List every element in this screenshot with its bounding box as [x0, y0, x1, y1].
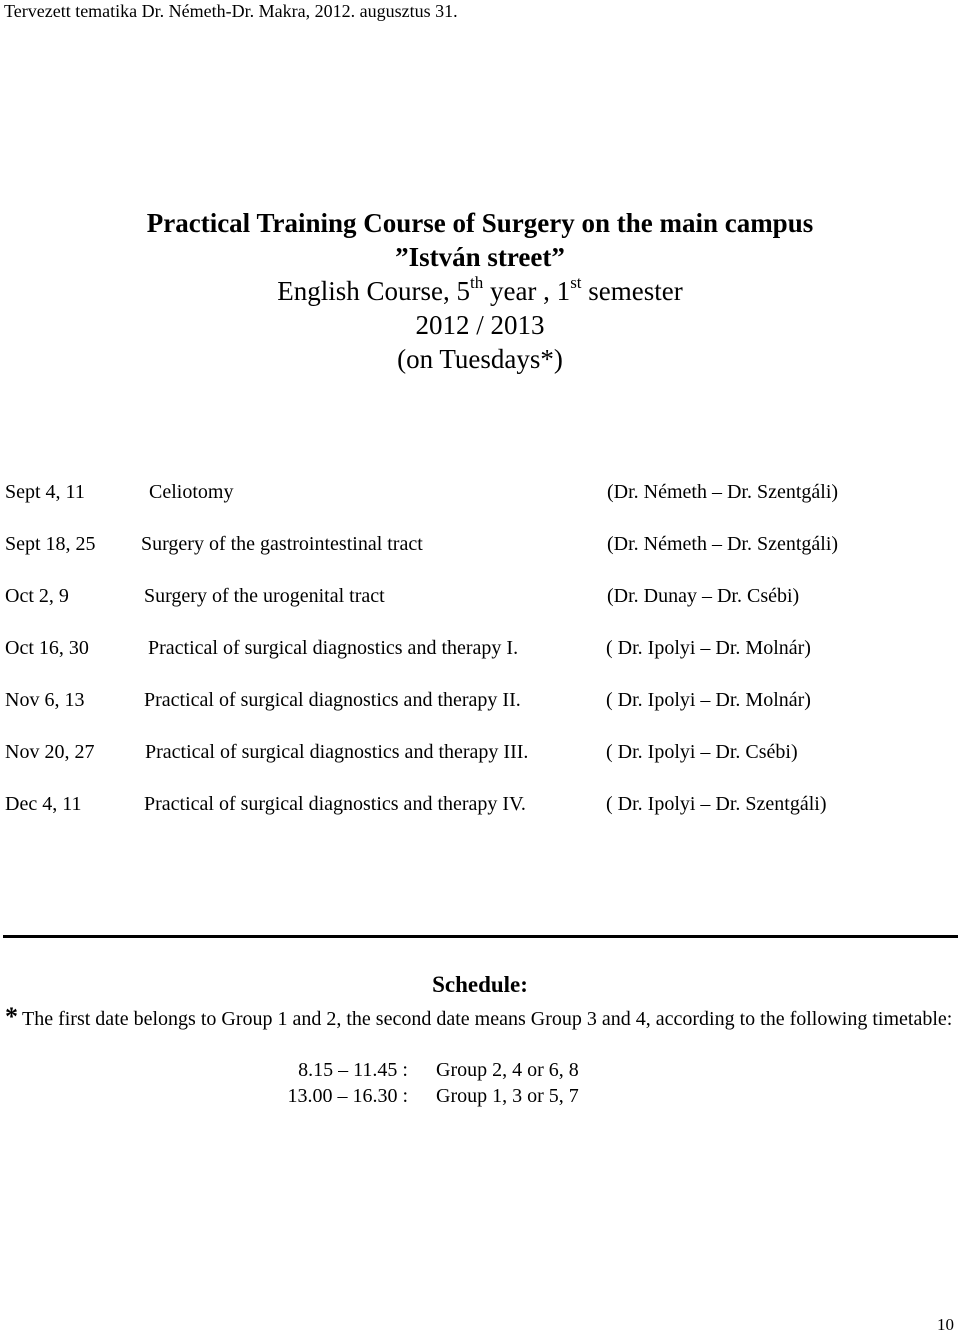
topic-name: Celiotomy — [149, 481, 234, 503]
section-divider — [3, 935, 958, 938]
subtitle-sup-th: th — [469, 273, 484, 292]
topic-dates: Nov 6, 13 — [5, 689, 85, 711]
course-title: Practical Training Course of Surgery on the main campus — [146, 208, 814, 238]
location-title: ”István street” — [395, 242, 565, 272]
topic-name: Practical of surgical diagnostics and therapy I. — [148, 637, 519, 659]
topic-dates: Nov 20, 27 — [5, 741, 95, 763]
subtitle-sup-st: st — [570, 273, 582, 292]
topic-dates: Oct 16, 30 — [5, 637, 89, 659]
topic-lecturers: (Dr. Németh – Dr. Szentgáli) — [607, 533, 839, 555]
subtitle-part-a: English Course, 5 — [277, 276, 470, 306]
topic-row — [0, 583, 960, 609]
topic-lecturers: ( Dr. Ipolyi – Dr. Molnár) — [606, 637, 811, 659]
topic-row — [0, 531, 960, 557]
course-subtitle — [0, 274, 960, 308]
topic-name: Surgery of the urogenital tract — [144, 585, 385, 607]
topic-lecturers: ( Dr. Ipolyi – Dr. Csébi) — [606, 741, 798, 763]
topic-row — [0, 791, 960, 817]
time-slot: 8.15 – 11.45 : — [298, 1059, 408, 1081]
subtitle-part-c: semester — [581, 276, 683, 306]
academic-year: 2012 / 2013 — [415, 310, 545, 340]
topic-dates: Sept 18, 25 — [5, 533, 96, 555]
schedule-note — [5, 1004, 955, 1032]
schedule-title: Schedule: — [432, 972, 528, 997]
page-number: 10 — [937, 1315, 954, 1334]
asterisk-mark: * — [5, 1002, 18, 1031]
title-block — [0, 206, 960, 376]
time-slot: 13.00 – 16.30 : — [287, 1085, 408, 1107]
topic-dates: Dec 4, 11 — [5, 793, 82, 815]
day-note: (on Tuesdays*) — [397, 344, 563, 374]
topic-dates: Sept 4, 11 — [5, 481, 85, 503]
topic-row — [0, 739, 960, 765]
time-groups: Group 2, 4 or 6, 8 — [436, 1059, 579, 1081]
topic-name: Practical of surgical diagnostics and therapy II. — [144, 689, 521, 711]
page-header: Tervezett tematika Dr. Németh-Dr. Makra, 2012. augusztus 31. — [4, 1, 458, 21]
timetable-row — [0, 1083, 960, 1109]
subtitle-part-b: year , 1 — [483, 276, 571, 306]
topic-dates: Oct 2, 9 — [5, 585, 69, 607]
topic-lecturers: ( Dr. Ipolyi – Dr. Szentgáli) — [606, 793, 827, 815]
timetable-row — [0, 1057, 960, 1083]
topic-row — [0, 479, 960, 505]
topic-row — [0, 635, 960, 661]
topic-name: Practical of surgical diagnostics and therapy III. — [145, 741, 529, 763]
topic-lecturers: (Dr. Dunay – Dr. Csébi) — [607, 585, 800, 607]
schedule-note-text: The first date belongs to Group 1 and 2, the second date means Group 3 and 4, according to the following timetable: — [22, 1008, 953, 1030]
time-groups: Group 1, 3 or 5, 7 — [436, 1085, 579, 1107]
topic-name: Practical of surgical diagnostics and therapy IV. — [144, 793, 526, 815]
topic-row — [0, 687, 960, 713]
topic-lecturers: ( Dr. Ipolyi – Dr. Molnár) — [606, 689, 811, 711]
topic-lecturers: (Dr. Németh – Dr. Szentgáli) — [607, 481, 839, 503]
topic-name: Surgery of the gastrointestinal tract — [141, 533, 423, 555]
